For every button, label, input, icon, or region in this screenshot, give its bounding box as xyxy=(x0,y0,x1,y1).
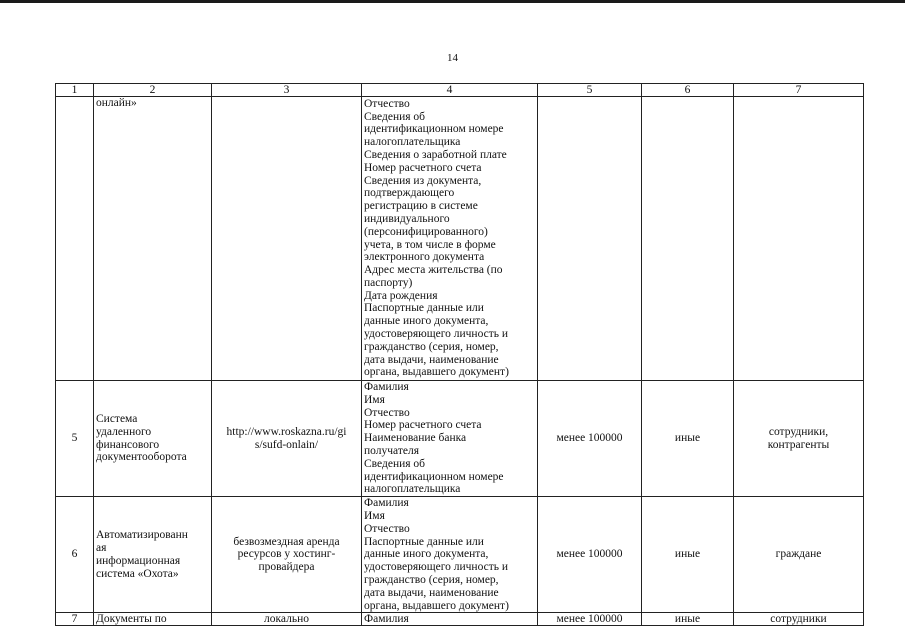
type-cell: иные xyxy=(642,497,734,613)
volume-cell xyxy=(538,97,642,381)
cell-text-line: электронного документа xyxy=(364,251,485,264)
cell-text-line: система «Охота» xyxy=(96,567,179,580)
cell-text-line: граждане xyxy=(775,548,822,561)
cell-text-line: Паспортные данные или xyxy=(364,302,484,315)
volume-cell: менее 100000 xyxy=(538,381,642,497)
table-row xyxy=(56,381,864,497)
cell-text-line: удостоверяющего личность и xyxy=(364,328,509,341)
cell-text-line: Фамилия xyxy=(364,381,409,393)
location-cell xyxy=(212,613,362,626)
cell-text-line: дата выдачи, наименование xyxy=(364,586,499,599)
header-cell: 5 xyxy=(538,84,642,97)
cell-text-line: документооборота xyxy=(96,451,187,464)
cell-text-line: Номер расчетного счета xyxy=(364,419,482,432)
system-name-cell: онлайн» xyxy=(94,97,212,381)
subjects-cell xyxy=(734,97,864,381)
location-cell xyxy=(212,97,362,381)
cell-text-line: паспорту) xyxy=(364,276,413,289)
cell-text-line: s/sufd-onlain/ xyxy=(254,438,319,451)
cell-text-line: контрагенты xyxy=(767,438,830,451)
header-cell: 2 xyxy=(94,84,212,97)
cell-text-line: сотрудники xyxy=(770,613,827,626)
location-cell xyxy=(212,381,362,497)
row-number-cell: 5 xyxy=(56,381,94,497)
table-row xyxy=(56,497,864,613)
personal-data-cell xyxy=(362,497,538,613)
cell-text-line: дата выдачи, наименование xyxy=(364,353,499,366)
row-number-cell xyxy=(56,97,94,381)
cell-text-line: удаленного xyxy=(96,425,152,438)
row-number-cell: 7 xyxy=(56,613,94,626)
cell-text-line: данные иного документа, xyxy=(364,548,489,561)
system-name-cell xyxy=(94,613,212,626)
volume-cell: менее 100000 xyxy=(538,497,642,613)
cell-text-line: идентификационном номере xyxy=(364,470,504,483)
cell-text-line: ресурсов у хостинг- xyxy=(237,548,336,561)
data-table xyxy=(55,83,864,626)
cell-text-line: получателя xyxy=(364,444,419,457)
personal-data-cell xyxy=(362,613,538,626)
system-name-cell xyxy=(94,381,212,497)
subjects-cell xyxy=(734,381,864,497)
cell-text-line: Имя xyxy=(364,509,385,522)
cell-text-line: индивидуального xyxy=(364,212,450,225)
cell-text-line: локально xyxy=(264,613,309,626)
cell-text-line: Паспортные данные или xyxy=(364,535,484,548)
cell-text-line: Отчество xyxy=(364,406,410,419)
header-cell: 1 xyxy=(56,84,94,97)
header-cell: 3 xyxy=(212,84,362,97)
cell-text-line: Система xyxy=(96,412,138,425)
cell-text-line: Адрес места жительства (по xyxy=(364,264,503,277)
cell-text-line: Имя xyxy=(364,393,385,406)
page-top-border xyxy=(0,0,905,3)
subjects-cell xyxy=(734,613,864,626)
type-cell: иные xyxy=(642,381,734,497)
cell-text-line: Сведения об xyxy=(364,457,426,470)
header-cell: 7 xyxy=(734,84,864,97)
type-cell: иные xyxy=(642,613,734,626)
cell-text-line: Отчество xyxy=(364,97,410,110)
cell-text-line: информационная xyxy=(96,554,181,567)
row-number-cell: 6 xyxy=(56,497,94,613)
cell-text-line: Автоматизированн xyxy=(96,529,188,542)
cell-text-line: гражданство (серия, номер, xyxy=(364,340,499,353)
cell-text-line: Фамилия xyxy=(364,613,409,626)
cell-text-line: Отчество xyxy=(364,522,410,535)
cell-text-line: http://www.roskazna.ru/gi xyxy=(226,425,347,438)
cell-text-line: идентификационном номере xyxy=(364,123,504,136)
table-row xyxy=(56,613,864,626)
header-cell: 6 xyxy=(642,84,734,97)
cell-text-line: безвозмездная аренда xyxy=(233,535,340,548)
table-row-continuation xyxy=(56,97,864,381)
subjects-cell xyxy=(734,497,864,613)
location-cell xyxy=(212,497,362,613)
cell-text-line: органа, выдавшего документ) xyxy=(364,599,509,612)
cell-text-line: налогоплательщика xyxy=(364,136,461,149)
cell-text-line: Сведения из документа, xyxy=(364,174,482,187)
cell-text-line: Наименование банка xyxy=(364,432,467,445)
system-name-cell xyxy=(94,497,212,613)
cell-text-line: (персонифицированного) xyxy=(364,225,488,238)
cell-text-line: регистрацию в системе xyxy=(364,200,478,213)
cell-text-line: сотрудники, xyxy=(768,425,829,438)
cell-text-line: провайдера xyxy=(258,561,315,574)
page-number: 14 xyxy=(447,52,458,64)
personal-data-cell xyxy=(362,97,538,381)
volume-cell: менее 100000 xyxy=(538,613,642,626)
header-row xyxy=(56,84,864,97)
cell-text-line: налогоплательщика xyxy=(364,483,461,496)
cell-text-line: гражданство (серия, номер, xyxy=(364,573,499,586)
cell-text-line: органа, выдавшего документ) xyxy=(364,366,509,379)
cell-text-line: Документы по xyxy=(96,613,167,626)
cell-text-line: данные иного документа, xyxy=(364,315,489,328)
cell-text-line: финансового xyxy=(96,438,160,451)
cell-text-line: Сведения об xyxy=(364,110,426,123)
cell-text-line: учета, в том числе в форме xyxy=(364,238,496,251)
cell-text-line: удостоверяющего личность и xyxy=(364,561,509,574)
cell-text-line: подтверждающего xyxy=(364,187,455,200)
cell-text-line: Дата рождения xyxy=(364,289,438,302)
cell-text-line: Сведения о заработной плате xyxy=(364,148,507,161)
header-cell: 4 xyxy=(362,84,538,97)
cell-text-line: ая xyxy=(96,541,107,554)
personal-data-cell xyxy=(362,381,538,497)
cell-text-line: Фамилия xyxy=(364,497,409,510)
type-cell xyxy=(642,97,734,381)
cell-text-line: Номер расчетного счета xyxy=(364,161,482,174)
